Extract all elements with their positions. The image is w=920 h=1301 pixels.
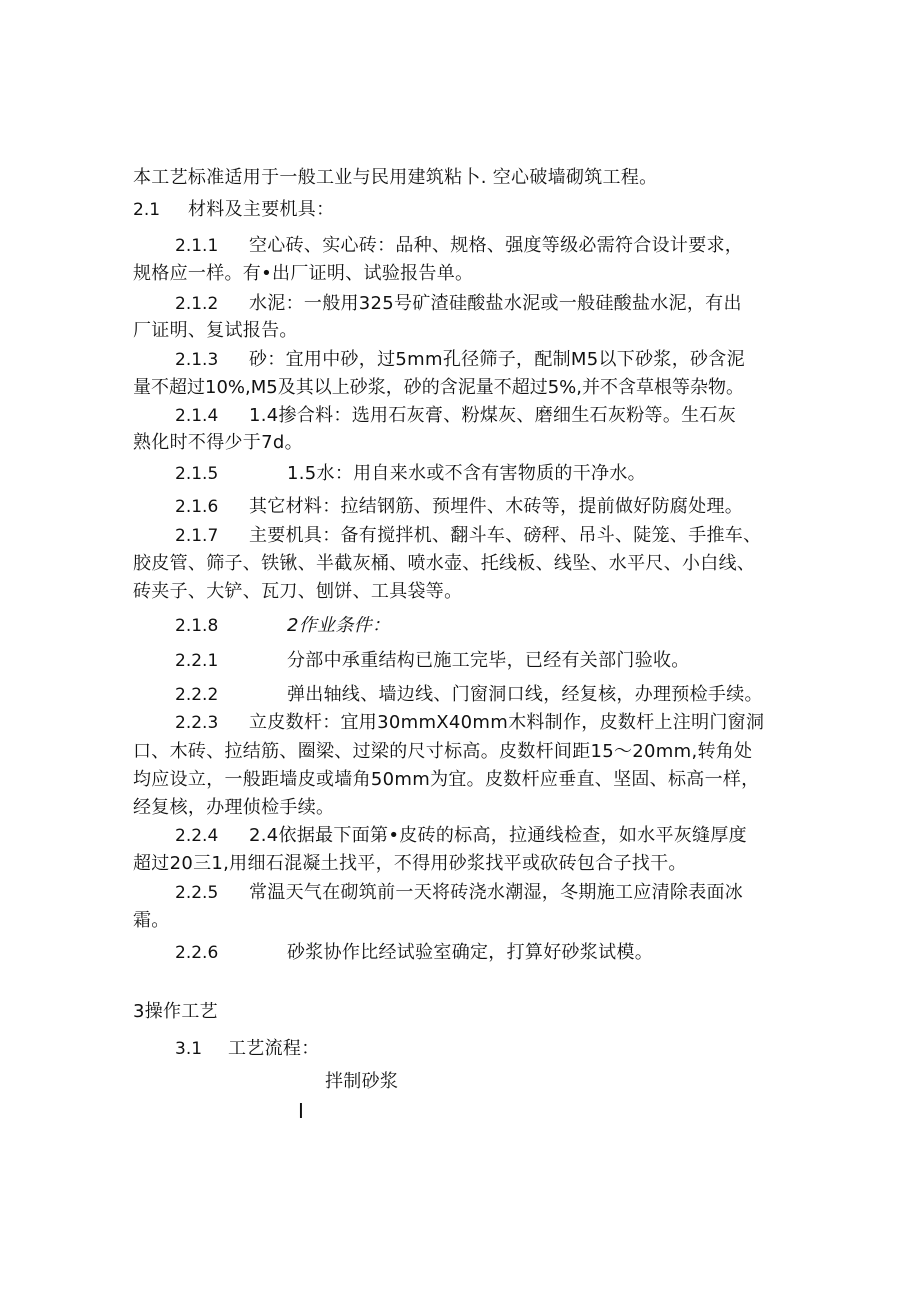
flow-arrow-mark: I [298,1099,304,1123]
item-2-1-1-number: 2.1.1 [175,236,219,256]
item-2-2-4-text: 2.4依据最下面第•皮砖的标高，拉通线检查，如水平灰缝厚度 [249,825,747,846]
item-2-2-3-text: 立皮数杆：宜用30mmX40mm木料制作，皮数杆上注明门窗洞 [249,712,765,733]
item-2-1-1-text: 空心砖、实心砖：品种、规格、强度等级必需符合设计要求， [249,235,744,256]
section-3-1-number: 3.1 [175,1039,203,1059]
item-2-2-3-continuation-3: 经复核，办理侦检手续。 [133,797,335,818]
item-2-1-7-continuation-2: 砖夹子、大铲、瓦刀、刨饼、工具袋等。 [133,581,463,602]
item-2-2-2-text: 弹出轴线、墙边线、门窗洞口线，经复核，办理预检手续。 [287,684,763,705]
section-2-1-number: 2.1 [133,200,161,220]
item-2-2-4-continuation: 超过20三1,用细石混凝土找平，不得用砂浆找平或砍砖包合子找干。 [133,853,687,874]
item-2-2-5-continuation: 霜。 [133,910,170,931]
item-2-2-3-continuation-1: 口、木砖、拉结筋、圈梁、过梁的尺寸标高。皮数杆间距15～20mm,转角处 [133,741,753,762]
item-2-1-6-number: 2.1.6 [175,497,219,517]
item-2-1-7-continuation-1: 胶皮管、筛子、铁锹、半截灰桶、喷水壶、托线板、线坠、水平尺、小白线、 [133,553,756,574]
item-2-1-6-text: 其它材料：拉结钢筋、预埋件、木砖等，提前做好防腐处理。 [249,496,744,517]
item-2-1-2-continuation: 厂证明、复试报告。 [133,320,298,341]
item-2-1-8-text: 2作业条件： [287,615,391,636]
item-2-1-5-number: 2.1.5 [175,464,219,484]
item-2-1-1-continuation: 规格应一样。有•出厂证明、试验报告单。 [133,263,474,284]
item-2-1-8-number: 2.1.8 [175,616,219,636]
item-2-1-4-continuation: 熟化时不得少于7d。 [133,432,303,453]
item-2-1-7-text: 主要机具：备有搅拌机、翻斗车、磅秤、吊斗、陡笼、手推车、 [249,525,762,546]
item-2-1-4-text: 1.4掺合料：选用石灰膏、粉煤灰、磨细生石灰粉等。生石灰 [249,405,737,426]
item-2-2-6-number: 2.2.6 [175,943,219,963]
item-2-2-1-number: 2.2.1 [175,651,219,671]
flow-step-mix-mortar: 拌制砂浆 [325,1071,399,1092]
section-2-1-title: 材料及主要机具： [188,199,335,220]
item-2-2-5-text: 常温天气在砌筑前一天将砖浇水潮湿，冬期施工应清除表面冰 [249,882,744,903]
item-2-1-4-number: 2.1.4 [175,406,219,426]
item-2-2-3-number: 2.2.3 [175,713,219,733]
item-2-2-3-continuation-2: 均应设立，一般距墙皮或墙角50mm为宜。皮数杆应垂直、坚固、标高一样， [133,769,760,790]
item-2-2-1-text: 分部中承重结构已施工完毕，已经有关部门验收。 [287,650,690,671]
intro-paragraph: 本工艺标准适用于一般工业与民用建筑粘卜. 空心破墙砌筑工程。 [133,167,658,188]
item-2-1-2-text: 水泥：一般用325号矿渣硅酸盐水泥或一般硅酸盐水泥，有出 [249,293,742,314]
item-2-1-3-continuation: 量不超过10%,M5及其以上砂浆，砂的含泥量不超过5%,并不含草根等杂物。 [133,377,744,398]
item-2-2-5-number: 2.2.5 [175,883,219,903]
item-2-1-3-text: 砂：宜用中砂，过5mm孔径筛子，配制M5以下砂浆，砂含泥 [249,349,745,370]
item-2-1-5-text: 1.5水：用自来水或不含有害物质的干净水。 [287,463,646,484]
item-2-2-2-number: 2.2.2 [175,685,219,705]
item-2-2-6-text: 砂浆协作比经试验室确定，打算好砂浆试模。 [287,942,653,963]
item-2-1-7-number: 2.1.7 [175,526,219,546]
section-3-1-title: 工艺流程： [228,1038,320,1059]
item-2-1-3-number: 2.1.3 [175,350,219,370]
item-2-1-2-number: 2.1.2 [175,294,219,314]
item-2-2-4-number: 2.2.4 [175,826,219,846]
section-3-heading: 3操作工艺 [133,1001,218,1022]
